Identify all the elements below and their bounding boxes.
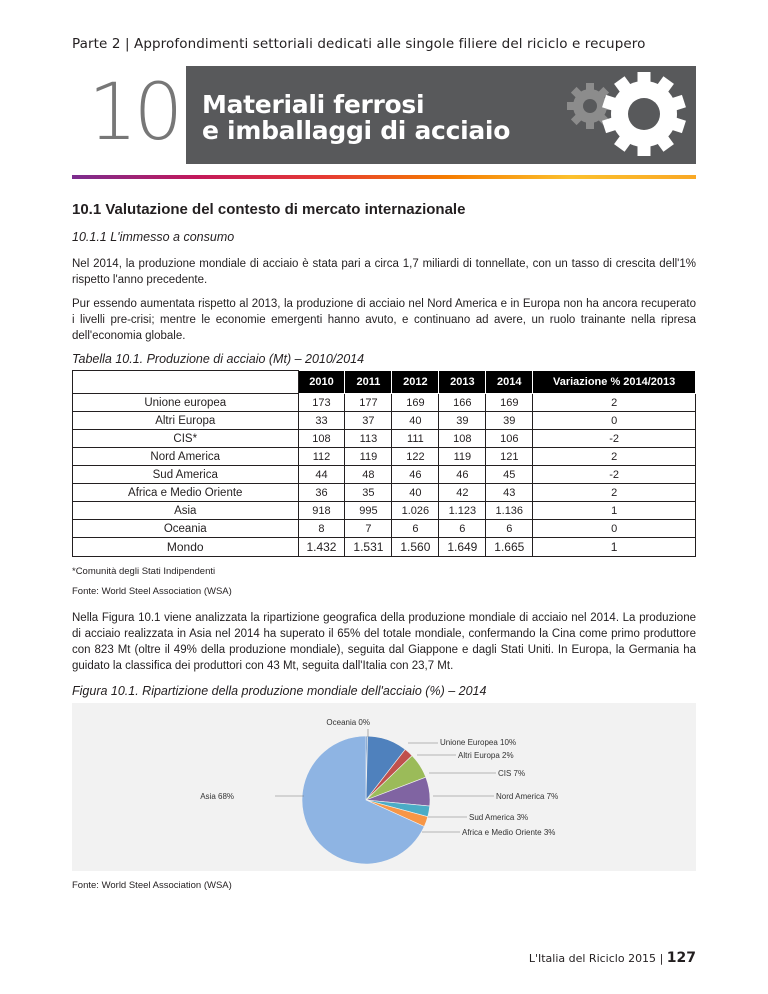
paragraph-3: Nella Figura 10.1 viene analizzata la ripartizione geografica della produzione mondiale di acciaio nel 2014. La produzione di acciaio realizzata in Asia nel 2014 ha superato il 65% del totale mondiale, confermando la Cina come primo produttore con 823 Mt (oltre il 49% della produzione mondiale), seguita dal Giappone e dagli Stati Uniti. In Europa, la Germania ha guidato la classifica dei produttori con 43 Mt, seguita dall'Italia con 23,7 Mt. [72, 612, 696, 672]
table-cell: 8 [298, 520, 345, 538]
table-cell: 113 [345, 430, 392, 448]
table-cell: 119 [439, 448, 486, 466]
chapter-title-line2: e imballaggi di acciaio [202, 116, 511, 145]
table-cell: 43 [486, 484, 533, 502]
footer-separator: | [659, 952, 667, 965]
table-row-label: Oceania [73, 520, 299, 538]
table-cell: 121 [486, 448, 533, 466]
table-row-label: Africa e Medio Oriente [73, 484, 299, 502]
table-cell: 166 [439, 394, 486, 412]
table-row-label: Nord America [73, 448, 299, 466]
chapter-title [202, 92, 510, 144]
table-cell: 112 [298, 448, 345, 466]
pie-slice-label: Unione Europea 10% [440, 738, 517, 747]
chapter-number: 10 [88, 68, 180, 158]
table-cell: 1.136 [486, 502, 533, 520]
table-header-row [73, 371, 696, 394]
table-cell: 173 [298, 394, 345, 412]
table-row [73, 484, 696, 502]
gears-icon [532, 66, 696, 164]
subsection-title: 10.1.1 L'immesso a consumo [72, 230, 235, 244]
table-cell: -2 [533, 430, 696, 448]
pie-slice-label: Nord America 7% [496, 792, 559, 801]
page-number: 127 [666, 950, 696, 966]
pie-chart [72, 703, 696, 871]
pie-slice-label: Africa e Medio Oriente 3% [462, 828, 556, 837]
large-gear-icon [602, 72, 686, 156]
table-cell: 39 [486, 412, 533, 430]
table-cell: -2 [533, 466, 696, 484]
figure-caption: Figura 10.1. Ripartizione della produzione mondiale dell'acciaio (%) – 2014 [72, 684, 487, 698]
pie-chart-svg [72, 703, 696, 871]
chapter-number-box [72, 66, 184, 164]
table-cell: 45 [486, 466, 533, 484]
table-cell: 1.123 [439, 502, 486, 520]
table-header-cell: Variazione % 2014/2013 [533, 371, 696, 394]
table-header-cell: 2010 [298, 371, 345, 394]
table-row-label: CIS* [73, 430, 299, 448]
table-cell: 0 [533, 412, 696, 430]
table-cell: 44 [298, 466, 345, 484]
running-header [72, 36, 646, 52]
table-cell: 1.026 [392, 502, 439, 520]
table-cell: 1.560 [392, 538, 439, 557]
table-cell: 2 [533, 394, 696, 412]
table-cell: 122 [392, 448, 439, 466]
table-row-label: Sud America [73, 466, 299, 484]
pie-slice-label: Altri Europa 2% [458, 751, 514, 760]
table-header-cell: 2012 [392, 371, 439, 394]
table-header-cell: 2011 [345, 371, 392, 394]
table-cell: 42 [439, 484, 486, 502]
section-title: 10.1 Valutazione del contesto di mercato internazionale [72, 201, 466, 218]
table-cell: 169 [486, 394, 533, 412]
table-cell: 108 [439, 430, 486, 448]
part-label: Parte 2 [72, 36, 121, 52]
table-cell: 6 [392, 520, 439, 538]
table-cell: 40 [392, 484, 439, 502]
table-cell: 39 [439, 412, 486, 430]
pie-slice-label: CIS 7% [498, 769, 526, 778]
table-source: Fonte: World Steel Association (WSA) [72, 586, 232, 597]
table-cell: 169 [392, 394, 439, 412]
table-row-label: Mondo [73, 538, 299, 557]
table-cell: 40 [392, 412, 439, 430]
table-cell: 119 [345, 448, 392, 466]
table-cell: 177 [345, 394, 392, 412]
paragraph-1: Nel 2014, la produzione mondiale di acciaio è stata pari a circa 1,7 miliardi di tonnellate, con un tasso di crescita dell'1% rispetto l'anno precedente. [72, 258, 696, 286]
table-cell: 2 [533, 448, 696, 466]
table-cell: 1 [533, 538, 696, 557]
table-header-blank [73, 371, 299, 394]
color-rule [72, 175, 696, 179]
table-cell: 48 [345, 466, 392, 484]
pie-slice-label: Oceania 0% [326, 718, 370, 727]
publication-name: L'Italia del Riciclo 2015 [528, 952, 657, 965]
table-cell: 35 [345, 484, 392, 502]
table-cell: 7 [345, 520, 392, 538]
table-row-label: Altri Europa [73, 412, 299, 430]
table-row-label: Asia [73, 502, 299, 520]
pie-slice-label: Asia 68% [200, 792, 234, 801]
table-row [73, 430, 696, 448]
table-header-cell: 2014 [486, 371, 533, 394]
table-cell: 995 [345, 502, 392, 520]
table-row [73, 448, 696, 466]
table-cell: 1.432 [298, 538, 345, 557]
pie-slice-label: Sud America 3% [469, 813, 529, 822]
table-row [73, 520, 696, 538]
table-header-cell: 2013 [439, 371, 486, 394]
chapter-banner [72, 66, 696, 164]
table-row [73, 502, 696, 520]
table-footnote: *Comunità degli Stati Indipendenti [72, 566, 216, 577]
table-cell: 6 [439, 520, 486, 538]
table-cell: 6 [486, 520, 533, 538]
chapter-title-line1: Materiali ferrosi [202, 90, 425, 119]
table-cell: 1.649 [439, 538, 486, 557]
table-cell: 37 [345, 412, 392, 430]
table-cell: 46 [392, 466, 439, 484]
table-row [73, 394, 696, 412]
table-cell: 1.665 [486, 538, 533, 557]
table-cell: 33 [298, 412, 345, 430]
table-cell: 0 [533, 520, 696, 538]
table-cell: 2 [533, 484, 696, 502]
table-cell: 111 [392, 430, 439, 448]
table-row-label: Unione europea [73, 394, 299, 412]
table-row [73, 412, 696, 430]
steel-production-table [72, 370, 696, 557]
part-subtitle: Approfondimenti settoriali dedicati alle singole filiere del riciclo e recupero [134, 36, 646, 52]
paragraph-2: Pur essendo aumentata rispetto al 2013, la produzione di acciaio nel Nord America e in Europa non ha ancora recuperato i livelli pre-crisi; mentre le economie emergenti hanno avuto, e continuano ad avere, un ruolo trainante nella ripresa dell'economia globale. [72, 298, 696, 342]
table-cell: 1.531 [345, 538, 392, 557]
page-footer [529, 950, 696, 966]
table-cell: 106 [486, 430, 533, 448]
table-caption: Tabella 10.1. Produzione di acciaio (Mt) – 2010/2014 [72, 352, 365, 366]
table-cell: 36 [298, 484, 345, 502]
table-row [73, 466, 696, 484]
table-cell: 46 [439, 466, 486, 484]
header-separator: | [124, 36, 134, 52]
figure-source: Fonte: World Steel Association (WSA) [72, 880, 232, 891]
table-row [73, 538, 696, 557]
table-cell: 108 [298, 430, 345, 448]
table-cell: 918 [298, 502, 345, 520]
table-cell: 1 [533, 502, 696, 520]
